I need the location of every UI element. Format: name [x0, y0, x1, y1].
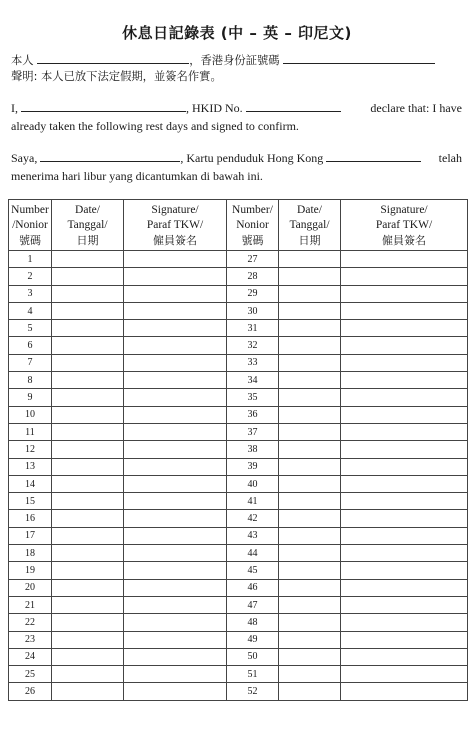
row-number-right: 43 [227, 527, 279, 544]
table-row [9, 372, 468, 389]
row-number-right: 50 [227, 648, 279, 665]
row-number-left: 8 [9, 372, 52, 389]
date-cell-left[interactable] [52, 648, 124, 665]
row-number-right: 31 [227, 320, 279, 337]
table-row [9, 251, 468, 268]
signature-cell-left[interactable] [124, 562, 227, 579]
header-line: 號碼 [241, 233, 264, 247]
table-row [9, 666, 468, 683]
table-row [9, 406, 468, 423]
row-number-left: 9 [9, 389, 52, 406]
header-line: Number [11, 203, 49, 216]
table-row [9, 441, 468, 458]
signature-cell-right[interactable] [341, 527, 468, 544]
row-number-left: 26 [9, 683, 52, 700]
row-number-left: 17 [9, 527, 52, 544]
signature-cell-left[interactable] [124, 527, 227, 544]
signature-cell-right[interactable] [341, 648, 468, 665]
header-signature-left [124, 200, 227, 251]
row-number-right: 32 [227, 337, 279, 354]
signature-cell-right[interactable] [341, 251, 468, 268]
row-number-left: 10 [9, 406, 52, 423]
table-row [9, 458, 468, 475]
signature-cell-left[interactable] [124, 320, 227, 337]
header-line: Signature/ [151, 203, 199, 216]
table-row [9, 302, 468, 319]
header-line: Nonior [236, 218, 269, 231]
row-number-left: 23 [9, 631, 52, 648]
date-cell-right[interactable] [279, 268, 341, 285]
header-date-left [52, 200, 124, 251]
signature-cell-right[interactable] [341, 441, 468, 458]
signature-cell-right[interactable] [341, 406, 468, 423]
date-cell-left[interactable] [52, 579, 124, 596]
row-number-left: 11 [9, 423, 52, 440]
table-row [9, 527, 468, 544]
en-name-blank[interactable] [21, 101, 186, 112]
signature-cell-right[interactable] [341, 354, 468, 371]
date-cell-left[interactable] [52, 631, 124, 648]
zh-declaration: 聲明: 本人已放下法定假期，並簽名作實。 [11, 70, 222, 83]
header-line: Tanggal/ [289, 218, 330, 231]
header-line: Tanggal/ [67, 218, 108, 231]
table-row [9, 631, 468, 648]
date-cell-left[interactable] [52, 614, 124, 631]
signature-cell-right[interactable] [341, 423, 468, 440]
table-row [9, 579, 468, 596]
header-line: Paraf TKW/ [146, 218, 204, 231]
date-cell-left[interactable] [52, 302, 124, 319]
date-cell-right[interactable] [279, 579, 341, 596]
date-cell-left[interactable] [52, 596, 124, 613]
table-row [9, 423, 468, 440]
signature-cell-right[interactable] [341, 389, 468, 406]
en-confirm-text: already taken the following rest days and signed to confirm. [11, 119, 299, 133]
id-confirm-text: menerima hari libur yang dicantumkan di bawah ini. [11, 169, 263, 183]
en-declare-that: declare that: I have [370, 101, 462, 115]
table-row [9, 596, 468, 613]
header-line: 號碼 [19, 233, 41, 247]
row-number-right: 28 [227, 268, 279, 285]
date-cell-left[interactable] [52, 354, 124, 371]
date-cell-right[interactable] [279, 475, 341, 492]
signature-cell-left[interactable] [124, 666, 227, 683]
signature-cell-right[interactable] [341, 320, 468, 337]
row-number-right: 30 [227, 302, 279, 319]
row-number-left: 18 [9, 545, 52, 562]
row-number-left: 4 [9, 302, 52, 319]
table-row [9, 614, 468, 631]
signature-cell-right[interactable] [341, 458, 468, 475]
table-row [9, 320, 468, 337]
date-cell-left[interactable] [52, 683, 124, 700]
row-number-left: 7 [9, 354, 52, 371]
signature-cell-left[interactable] [124, 285, 227, 302]
signature-cell-left[interactable] [124, 268, 227, 285]
date-cell-right[interactable] [279, 337, 341, 354]
row-number-left: 12 [9, 441, 52, 458]
date-cell-left[interactable] [52, 285, 124, 302]
signature-cell-left[interactable] [124, 372, 227, 389]
id-identity-line [11, 151, 421, 166]
zh-name-blank[interactable] [37, 53, 189, 64]
en-hkid-blank[interactable] [246, 101, 341, 112]
date-cell-right[interactable] [279, 458, 341, 475]
date-cell-left[interactable] [52, 251, 124, 268]
date-cell-left[interactable] [52, 389, 124, 406]
table-row [9, 354, 468, 371]
signature-cell-left[interactable] [124, 545, 227, 562]
rest-day-table [8, 199, 468, 701]
date-cell-left[interactable] [52, 372, 124, 389]
row-number-right: 29 [227, 285, 279, 302]
signature-cell-left[interactable] [124, 493, 227, 510]
signature-cell-left[interactable] [124, 683, 227, 700]
signature-cell-right[interactable] [341, 493, 468, 510]
signature-cell-right[interactable] [341, 337, 468, 354]
signature-cell-left[interactable] [124, 302, 227, 319]
date-cell-right[interactable] [279, 423, 341, 440]
row-number-right: 48 [227, 614, 279, 631]
signature-cell-left[interactable] [124, 631, 227, 648]
table-row [9, 545, 468, 562]
date-cell-right[interactable] [279, 510, 341, 527]
table-row [9, 475, 468, 492]
signature-cell-left[interactable] [124, 614, 227, 631]
row-number-right: 38 [227, 441, 279, 458]
row-number-right: 39 [227, 458, 279, 475]
signature-cell-left[interactable] [124, 337, 227, 354]
row-number-right: 52 [227, 683, 279, 700]
row-number-right: 27 [227, 251, 279, 268]
row-number-right: 44 [227, 545, 279, 562]
zh-hkid-blank[interactable] [283, 53, 435, 64]
table-header-row [9, 200, 468, 251]
date-cell-right[interactable] [279, 631, 341, 648]
row-number-left: 22 [9, 614, 52, 631]
signature-cell-right[interactable] [341, 596, 468, 613]
row-number-left: 1 [9, 251, 52, 268]
date-cell-right[interactable] [279, 302, 341, 319]
signature-cell-left[interactable] [124, 510, 227, 527]
date-cell-right[interactable] [279, 372, 341, 389]
signature-cell-right[interactable] [341, 562, 468, 579]
date-cell-left[interactable] [52, 666, 124, 683]
date-cell-right[interactable] [279, 596, 341, 613]
row-number-right: 33 [227, 354, 279, 371]
table-row [9, 389, 468, 406]
signature-cell-left[interactable] [124, 596, 227, 613]
header-line: 僱員簽名 [382, 233, 426, 247]
date-cell-left[interactable] [52, 510, 124, 527]
signature-cell-left[interactable] [124, 389, 227, 406]
row-number-left: 16 [9, 510, 52, 527]
zh-hkid-label: ，香港身份証號碼 [189, 54, 280, 67]
table-row [9, 285, 468, 302]
en-identity-line [11, 101, 341, 116]
date-cell-left[interactable] [52, 320, 124, 337]
row-number-left: 15 [9, 493, 52, 510]
signature-cell-right[interactable] [341, 372, 468, 389]
table-row [9, 510, 468, 527]
row-number-left: 13 [9, 458, 52, 475]
header-line: Signature/ [380, 203, 428, 216]
date-cell-right[interactable] [279, 389, 341, 406]
row-number-left: 19 [9, 562, 52, 579]
date-cell-left[interactable] [52, 441, 124, 458]
signature-cell-left[interactable] [124, 475, 227, 492]
zh-prefix: 本人 [11, 54, 34, 67]
signature-cell-left[interactable] [124, 423, 227, 440]
date-cell-right[interactable] [279, 666, 341, 683]
header-line: Paraf TKW/ [375, 218, 433, 231]
form-title: 休息日記錄表 (中 – 英 – 印尼文) [122, 24, 352, 42]
signature-cell-right[interactable] [341, 268, 468, 285]
row-number-left: 2 [9, 268, 52, 285]
date-cell-left[interactable] [52, 527, 124, 544]
header-number-right [227, 200, 279, 251]
signature-cell-right[interactable] [341, 631, 468, 648]
row-number-right: 34 [227, 372, 279, 389]
signature-cell-right[interactable] [341, 285, 468, 302]
table-row [9, 683, 468, 700]
signature-cell-right[interactable] [341, 614, 468, 631]
table-row [9, 562, 468, 579]
date-cell-left[interactable] [52, 562, 124, 579]
date-cell-left[interactable] [52, 545, 124, 562]
header-number-left [9, 200, 52, 251]
id-kartu-blank[interactable] [326, 151, 421, 162]
row-number-right: 46 [227, 579, 279, 596]
signature-cell-left[interactable] [124, 458, 227, 475]
row-number-left: 21 [9, 596, 52, 613]
header-line: /Nonior [12, 218, 48, 231]
signature-cell-left[interactable] [124, 441, 227, 458]
date-cell-right[interactable] [279, 406, 341, 423]
date-cell-right[interactable] [279, 285, 341, 302]
date-cell-right[interactable] [279, 493, 341, 510]
signature-cell-right[interactable] [341, 683, 468, 700]
row-number-right: 40 [227, 475, 279, 492]
id-kartu-label: , Kartu penduduk Hong Kong [180, 151, 324, 165]
date-cell-right[interactable] [279, 562, 341, 579]
header-line: 日期 [298, 233, 321, 247]
signature-cell-left[interactable] [124, 648, 227, 665]
signature-cell-right[interactable] [341, 302, 468, 319]
en-hkid-label: , HKID No. [186, 101, 243, 115]
id-name-blank[interactable] [40, 151, 180, 162]
date-cell-right[interactable] [279, 320, 341, 337]
date-cell-left[interactable] [52, 475, 124, 492]
row-number-right: 36 [227, 406, 279, 423]
table-row [9, 268, 468, 285]
signature-cell-left[interactable] [124, 579, 227, 596]
row-number-right: 47 [227, 596, 279, 613]
row-number-left: 25 [9, 666, 52, 683]
signature-cell-right[interactable] [341, 475, 468, 492]
table-body [9, 251, 468, 701]
table-row [9, 648, 468, 665]
id-telah: telah [438, 151, 462, 165]
date-cell-left[interactable] [52, 268, 124, 285]
date-cell-right[interactable] [279, 683, 341, 700]
header-signature-right [341, 200, 468, 251]
signature-cell-right[interactable] [341, 510, 468, 527]
table-row [9, 337, 468, 354]
date-cell-left[interactable] [52, 337, 124, 354]
row-number-left: 5 [9, 320, 52, 337]
row-number-right: 41 [227, 493, 279, 510]
id-prefix: Saya, [11, 151, 38, 165]
row-number-right: 35 [227, 389, 279, 406]
signature-cell-left[interactable] [124, 354, 227, 371]
row-number-left: 6 [9, 337, 52, 354]
header-date-right [279, 200, 341, 251]
row-number-right: 45 [227, 562, 279, 579]
header-line: Number/ [232, 203, 273, 216]
header-line: 僱員簽名 [153, 233, 197, 247]
row-number-right: 49 [227, 631, 279, 648]
signature-cell-right[interactable] [341, 545, 468, 562]
header-line: Date/ [297, 203, 322, 216]
date-cell-right[interactable] [279, 441, 341, 458]
zh-identity-line [11, 52, 435, 68]
row-number-left: 14 [9, 475, 52, 492]
date-cell-right[interactable] [279, 527, 341, 544]
row-number-left: 24 [9, 648, 52, 665]
header-line: 日期 [76, 233, 99, 247]
signature-cell-left[interactable] [124, 251, 227, 268]
row-number-left: 20 [9, 579, 52, 596]
date-cell-right[interactable] [279, 251, 341, 268]
date-cell-right[interactable] [279, 354, 341, 371]
row-number-right: 51 [227, 666, 279, 683]
signature-cell-right[interactable] [341, 579, 468, 596]
date-cell-left[interactable] [52, 493, 124, 510]
date-cell-left[interactable] [52, 458, 124, 475]
header-line: Date/ [75, 203, 100, 216]
signature-cell-left[interactable] [124, 406, 227, 423]
row-number-left: 3 [9, 285, 52, 302]
date-cell-left[interactable] [52, 406, 124, 423]
signature-cell-right[interactable] [341, 666, 468, 683]
row-number-right: 42 [227, 510, 279, 527]
date-cell-right[interactable] [279, 614, 341, 631]
date-cell-left[interactable] [52, 423, 124, 440]
date-cell-right[interactable] [279, 648, 341, 665]
en-prefix: I, [11, 101, 18, 115]
date-cell-right[interactable] [279, 545, 341, 562]
table-row [9, 493, 468, 510]
row-number-right: 37 [227, 423, 279, 440]
